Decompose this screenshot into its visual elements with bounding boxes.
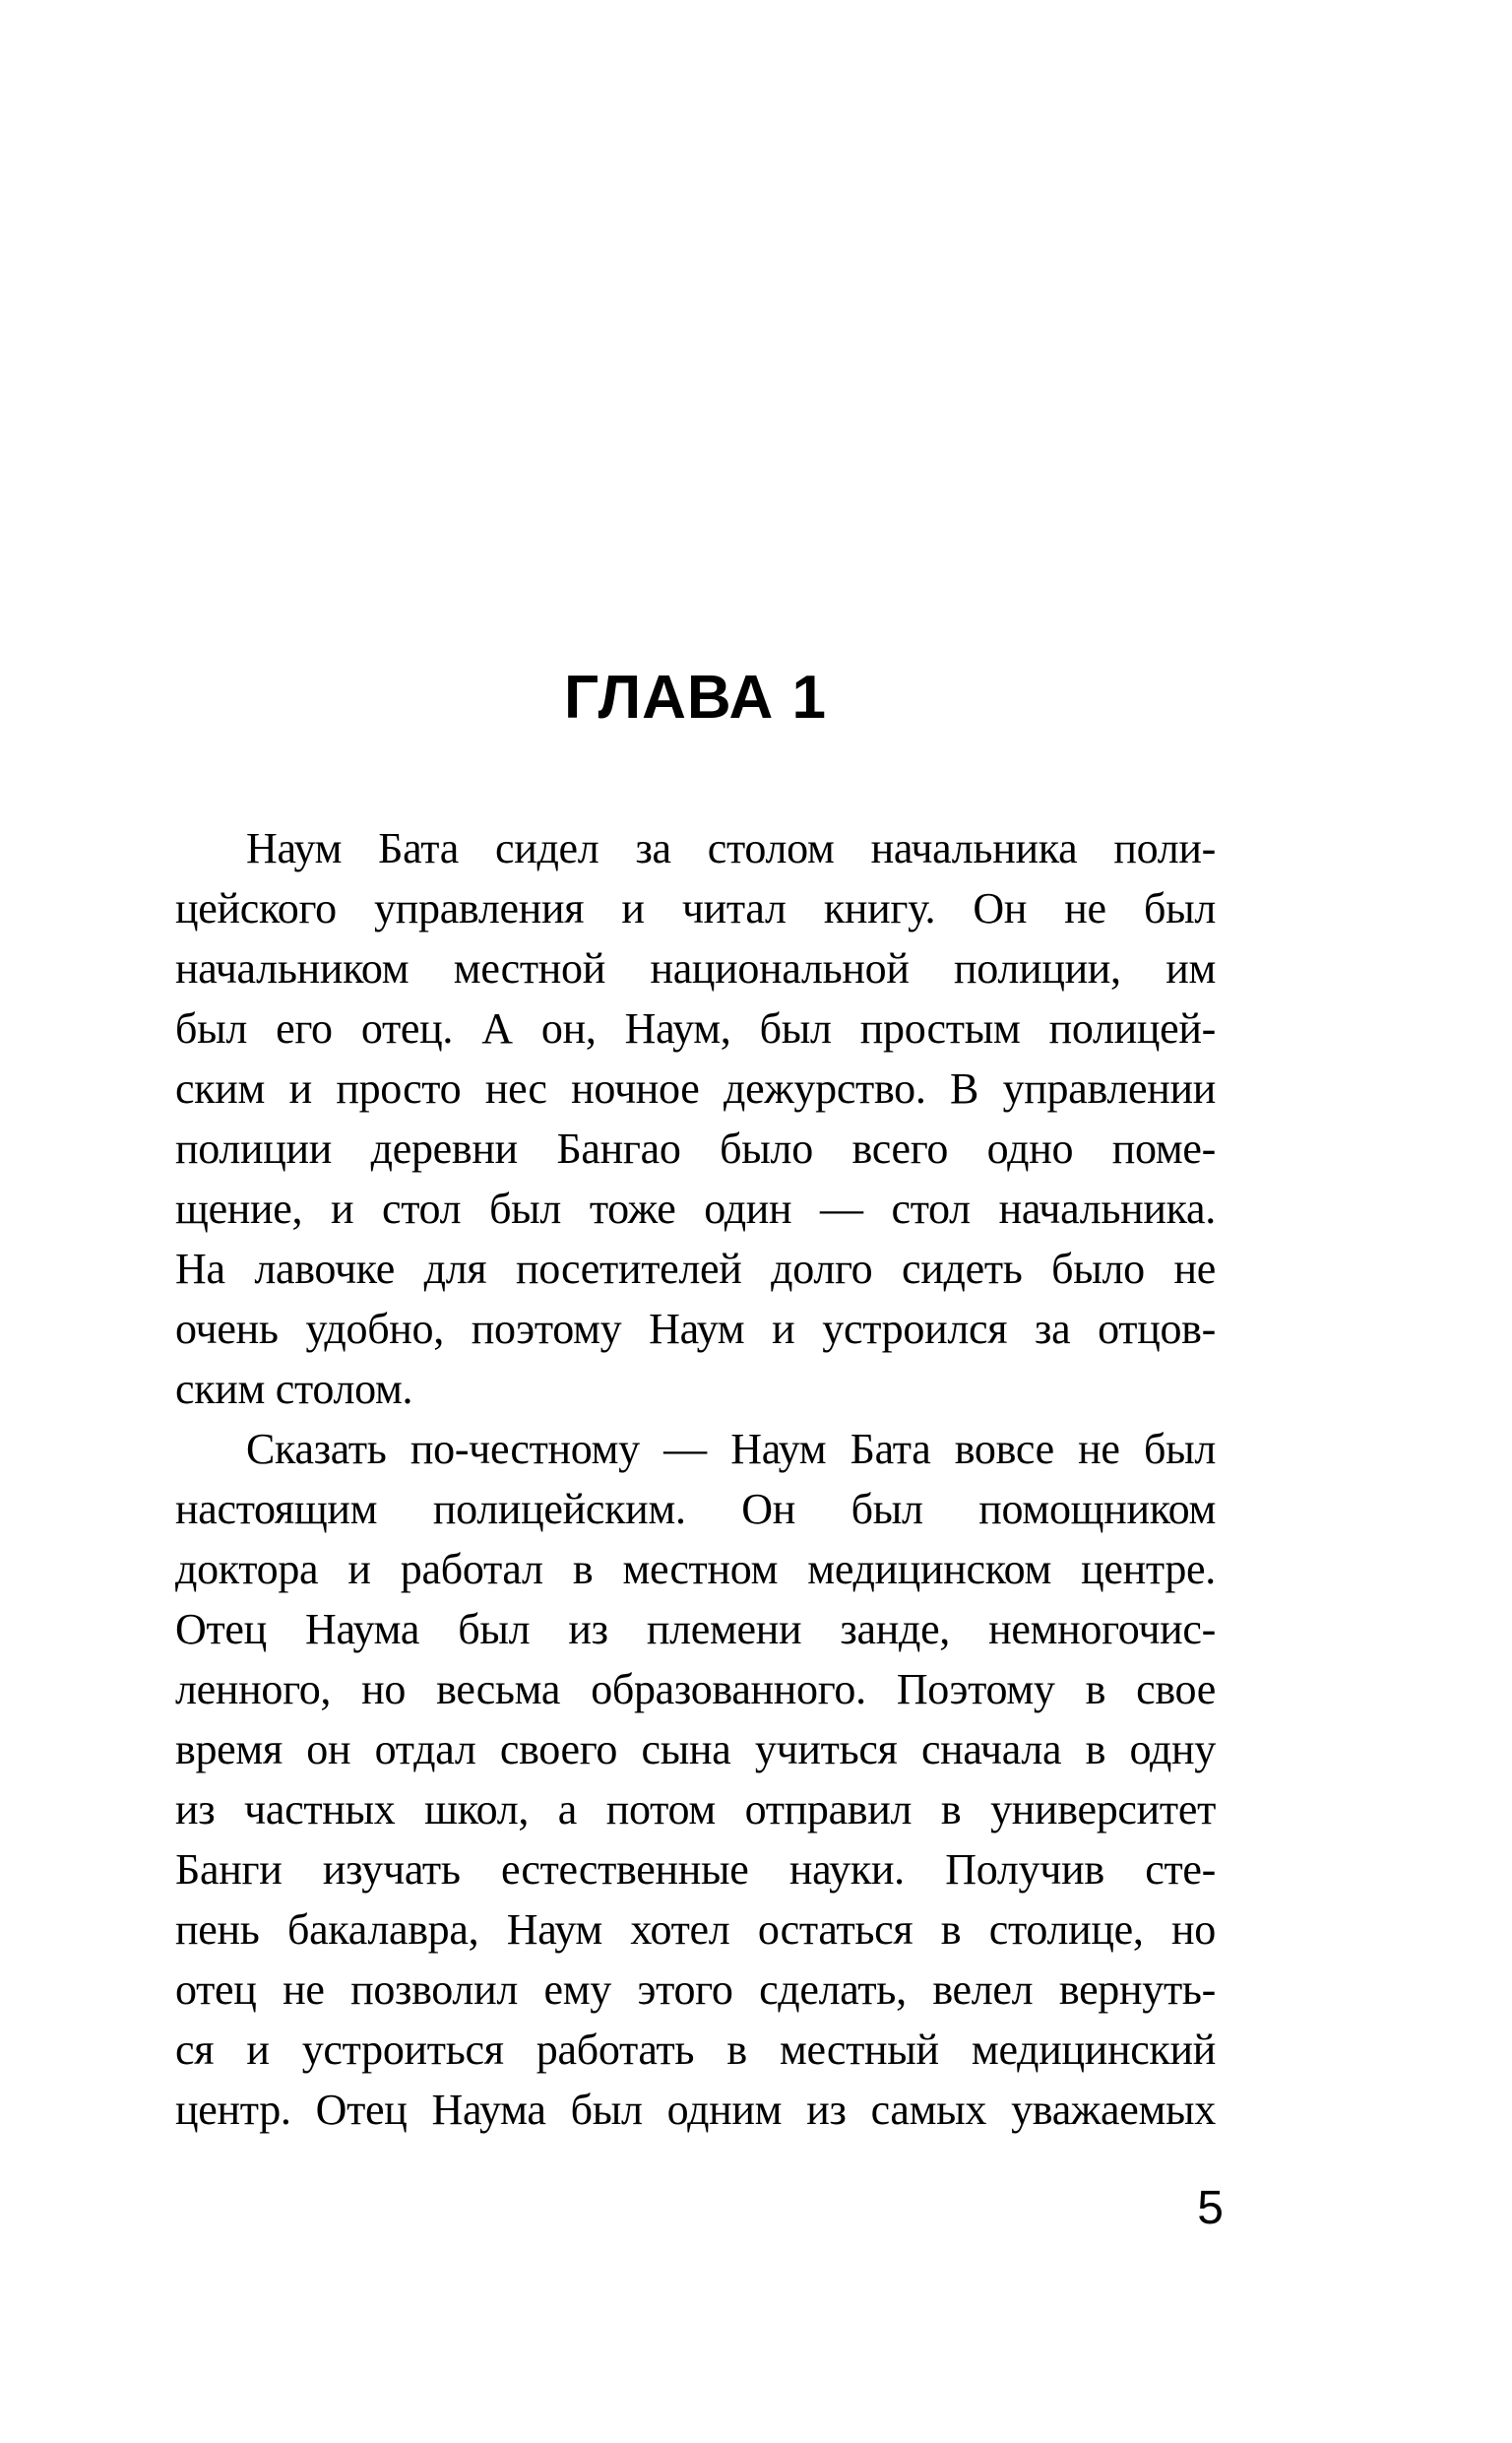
text-line: отец не позволил ему этого сделать, велел вернуть- [175,1965,1216,2014]
text-line: из частных школ, а потом отправил в университет [175,1785,1216,1833]
text-line: полиции деревни Бангао было всего одно поме- [175,1125,1216,1173]
text-line: На лавочке для посетителей долго сидеть было не [175,1245,1216,1293]
text-line: настоящим полицейским. Он был помощником [175,1485,1216,1533]
text-line: ленного, но весьма образованного. Поэтому в свое [175,1665,1216,1713]
text-line: был его отец. А он, Наум, был простым полицей- [175,1004,1216,1053]
text-line: время он отдал своего сына учиться сначала в одну [175,1725,1216,1773]
chapter-heading: ГЛАВА 1 [563,664,828,732]
text-line: доктора и работал в местном медицинском центре. [175,1545,1216,1593]
text-line: очень удобно, поэтому Наум и устроился за отцов- [175,1305,1216,1353]
text-line: цейского управления и читал книгу. Он не был [175,884,1216,932]
text-line: щение, и стол был тоже один — стол начальника. [175,1185,1216,1233]
text-line: пень бакалавра, Наум хотел остаться в столице, но [175,1905,1216,1954]
text-line: Отец Наума был из племени занде, немногочис- [175,1605,1216,1653]
text-line: ским и просто нес ночное дежурство. В управлении [175,1064,1216,1113]
body-text [175,818,1216,2140]
text-line: центр. Отец Наума был одним из самых уважаемых [175,2086,1216,2134]
text-line: Наум Бата сидел за столом начальника поли- [246,824,1216,872]
text-line: начальником местной национальной полиции, им [175,944,1216,993]
page-number: 5 [1197,2182,1224,2234]
text-line: Сказать по-честному — Наум Бата вовсе не был [246,1425,1216,1473]
text-line: ся и устроиться работать в местный медицинский [175,2025,1216,2074]
text-line: Банги изучать естественные науки. Получив сте- [175,1845,1216,1894]
text-line: ским столом. [175,1365,413,1413]
